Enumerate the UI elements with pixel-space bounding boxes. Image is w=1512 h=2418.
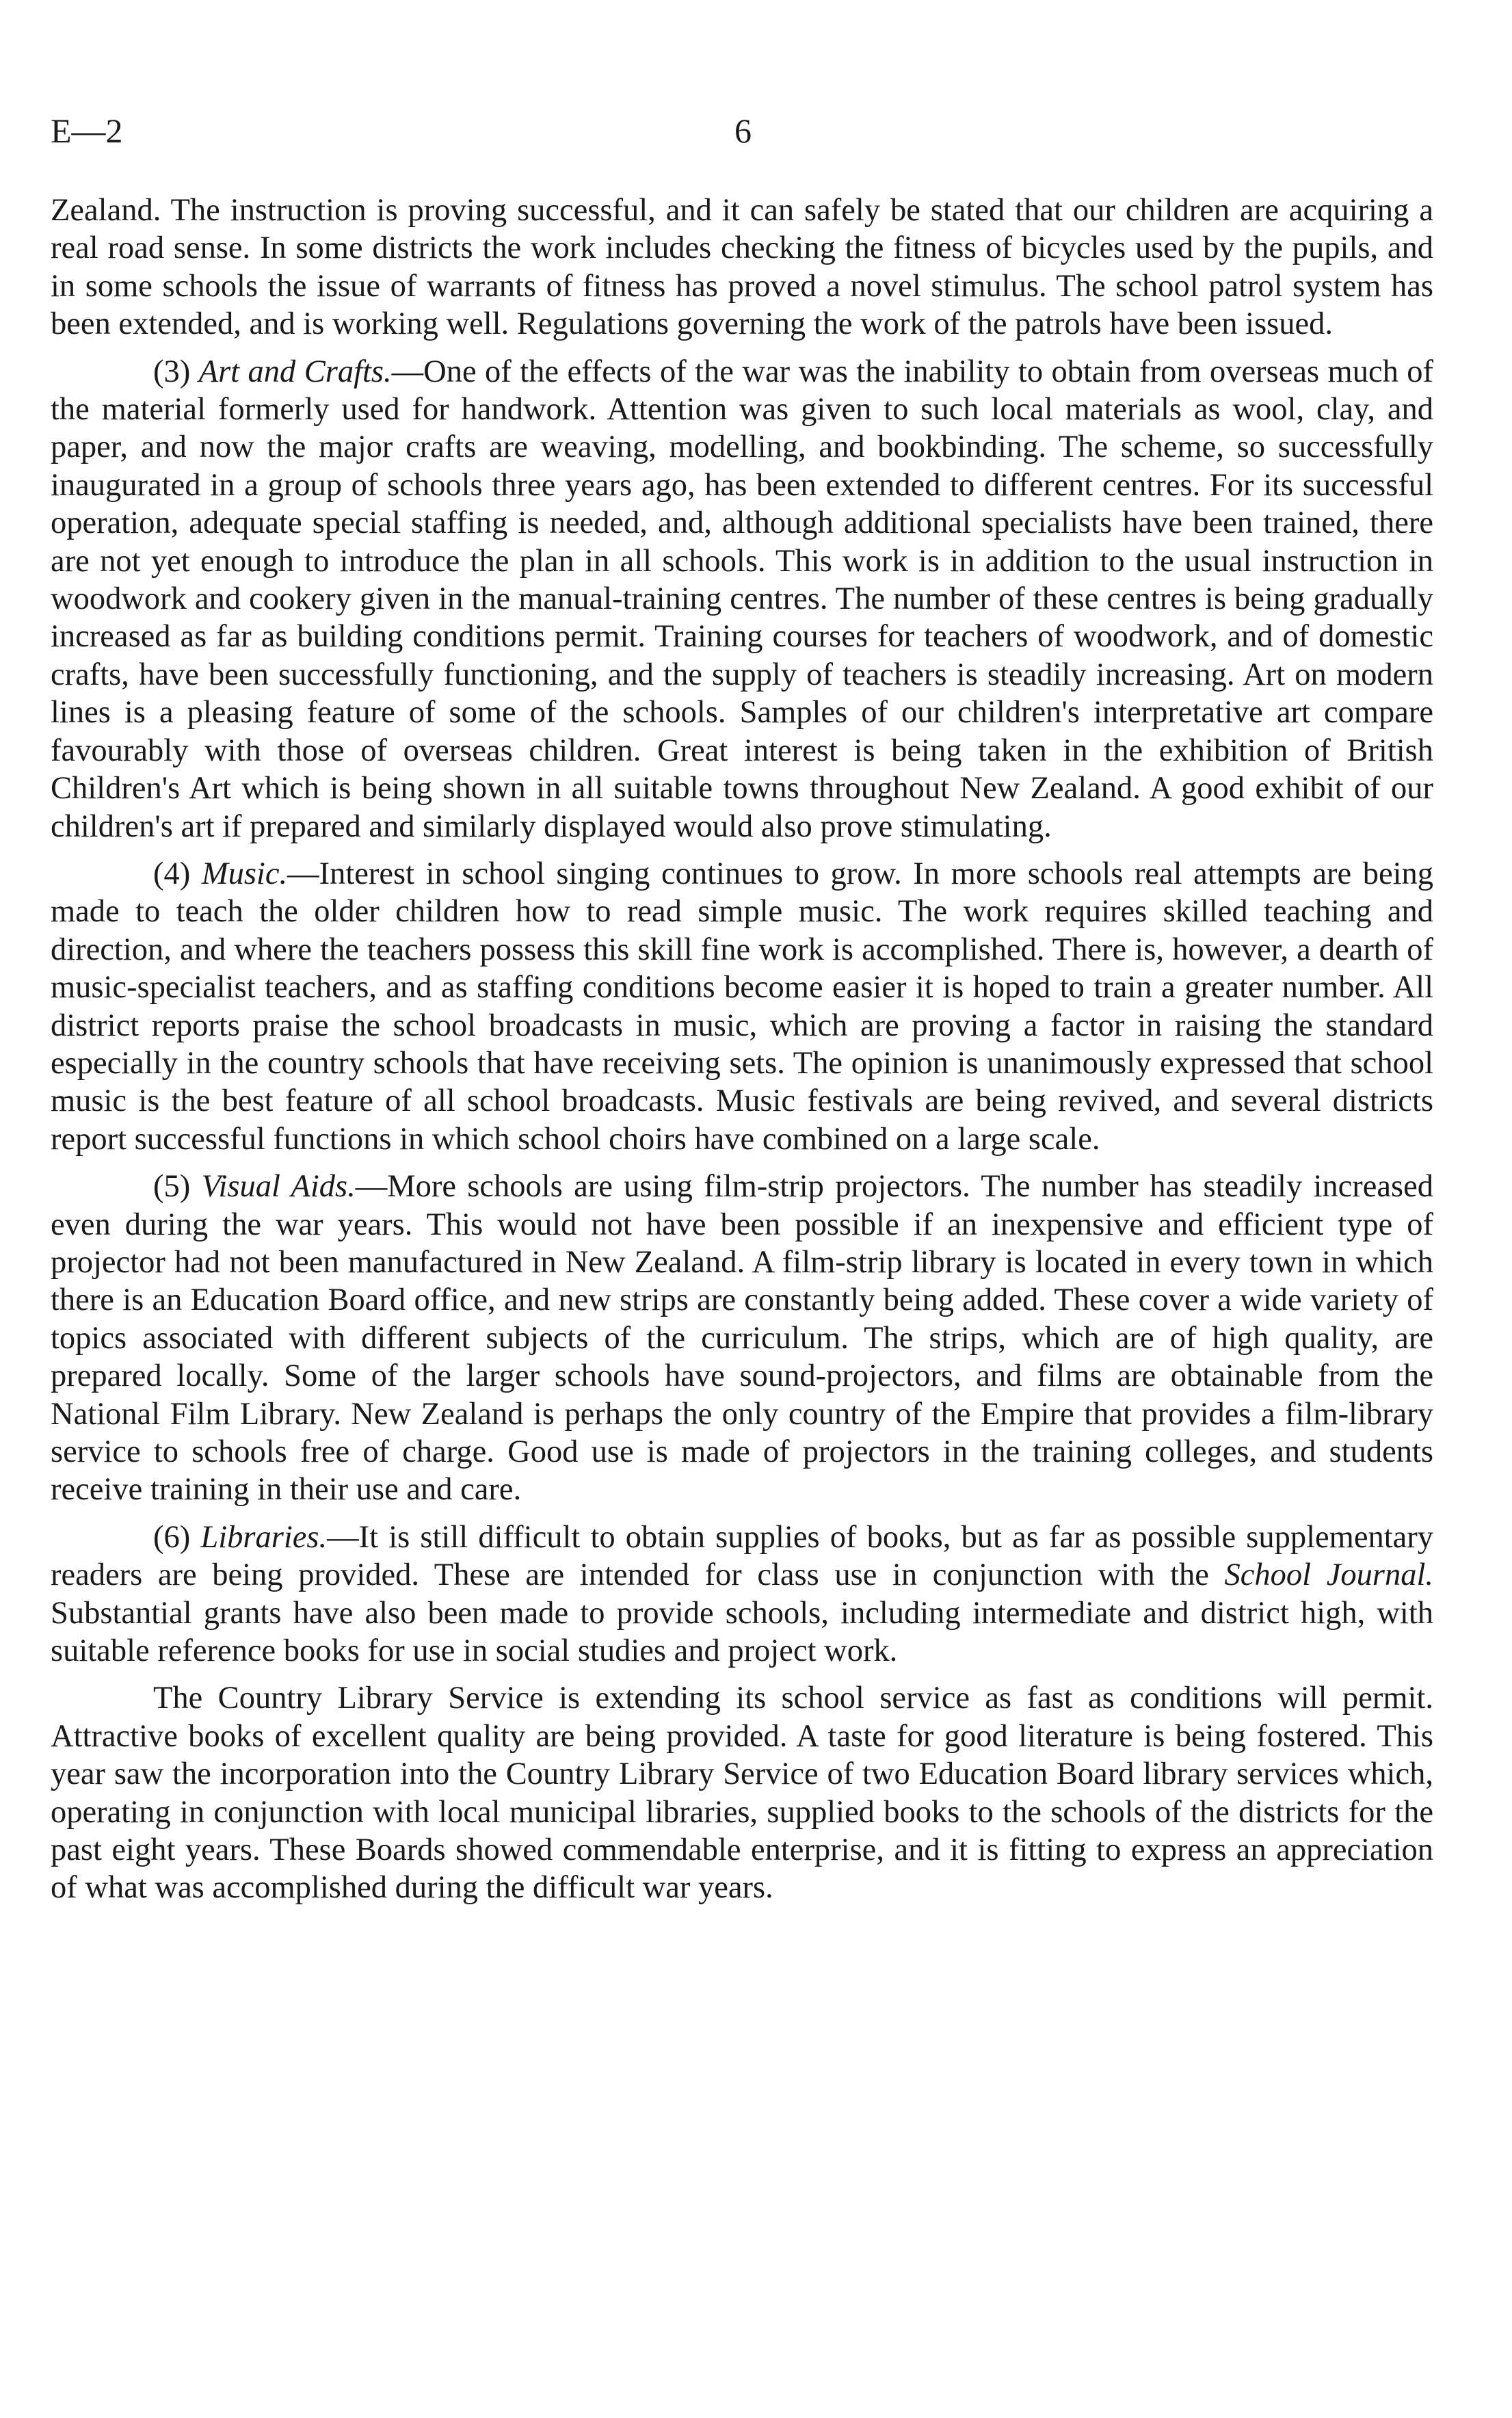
- page-header: [51, 111, 1432, 159]
- paragraph-country-library: The Country Library Service is extending its school service as fast as conditions will permit. Attractive books of excellent quality are being provided. A taste for good literature is being fostered. This year saw the incorporation into the Country Library Service of two Education Board library services which, operating in conjunction with local municipal libraries, supplied books to the schools of the districts for the past eight years. These Boards showed commendable enterprise, and it is fitting to express an appreciation of what was accomplished during the difficult war years.: [51, 1681, 1433, 1906]
- section-number: (4): [153, 856, 191, 891]
- paragraph-text: Substantial grants have also been made to provide schools, including intermediate and district high, with suitable reference books for use in social studies and project work.: [51, 1595, 1433, 1669]
- paragraph-text: —More schools are using film-strip projectors. The number has steadily increased even during the war years. This would not have been possible if an inexpensive and efficient type of projector had not been manufactured in New Zealand. A film-strip library is located in every town in which there is an Education Board office, and new strips are constantly being added. These cover a wide variety of topics associated with different subjects of the curriculum. The strips, which are of high quality, are prepared locally. Some of the larger schools have sound-projectors, and films are obtainable from the National Film Library. New Zealand is perhaps the only country of the Empire that provides a film-library service to schools free of charge. Good use is made of projectors in the training colleges, and students receive training in their use and care.: [51, 1169, 1434, 1508]
- paragraph-libraries: [51, 1519, 1433, 1670]
- paragraph-music: [51, 855, 1433, 1158]
- paragraph-text: —It is still difficult to obtain supplies of books, but as far as possible supplementary readers are being provided. These are intended for class use in conjunction with the: [51, 1519, 1433, 1593]
- paragraph-continuation: Zealand. The instruction is proving successful, and it can safely be stated that our children are acquiring a real road sense. In some districts the work includes checking the fitness of bicycles used by the pupils, and in some schools the issue of warrants of fitness has proved a novel stimulus. The school patrol system has been extended, and is working well. Regulations governing the work of the patrols have been issued.: [51, 193, 1433, 342]
- paragraph-text: —One of the effects of the war was the inability to obtain from overseas much of the material formerly used for handwork. Attention was given to such local materials as wool, clay, and paper, and now the major crafts are weaving, modelling, and bookbinding. The scheme, so successfully inaugurated in a group of schools three years ago, has been extended to different centres. For its successful operation, adequate special staffing is needed, and, although additional specialists have been trained, there are not yet enough to introduce the plan in all schools. This work is in addition to the usual instruction in woodwork and cookery given in the manual-training centres. The number of these centres is being gradually increased as far as building conditions permit. Training courses for teachers of woodwork, and of domestic crafts, have been successfully functioning, and the supply of teachers is steadily increasing. Art on modern lines is a pleasing feature of some of the schools. Samples of our children's interpretative art compare favourably with those of overseas children. Great interest is being taken in the exhibition of British Children's Art which is being shown in all suitable towns throughout New Zealand. A good exhibit of our children's art if prepared and similarly displayed would also prove stimulating.: [51, 354, 1434, 844]
- page-number: 6: [734, 111, 752, 150]
- section-title: Art and Crafts.: [198, 354, 392, 389]
- section-title: Music.: [201, 856, 288, 891]
- section-title: Libraries.: [200, 1519, 328, 1555]
- body-text: [51, 192, 1433, 1917]
- section-number: (3): [153, 354, 191, 389]
- section-number: (6): [153, 1519, 191, 1555]
- section-title: Visual Aids.: [201, 1169, 356, 1205]
- journal-title: School Journal.: [1224, 1558, 1433, 1593]
- paragraph-art-and-crafts: [51, 353, 1433, 845]
- document-code: E—2: [51, 111, 123, 150]
- paragraph-visual-aids: [51, 1168, 1433, 1509]
- paragraph-text: —Interest in school singing continues to grow. In more schools real attempts are being made to teach the older children how to read simple music. The work requires skilled teaching and direction, and where the teachers possess this skill fine work is accomplished. There is, however, a dearth of music-specialist teachers, and as staffing conditions become easier it is hoped to train a greater number. All district reports praise the school broadcasts in music, which are proving a factor in raising the standard especially in the country schools that have receiving sets. The opinion is unanimously expressed that school music is the best feature of all school broadcasts. Music festivals are being revived, and several districts report successful functions in which school choirs have combined on a large scale.: [51, 856, 1434, 1157]
- section-number: (5): [153, 1169, 191, 1205]
